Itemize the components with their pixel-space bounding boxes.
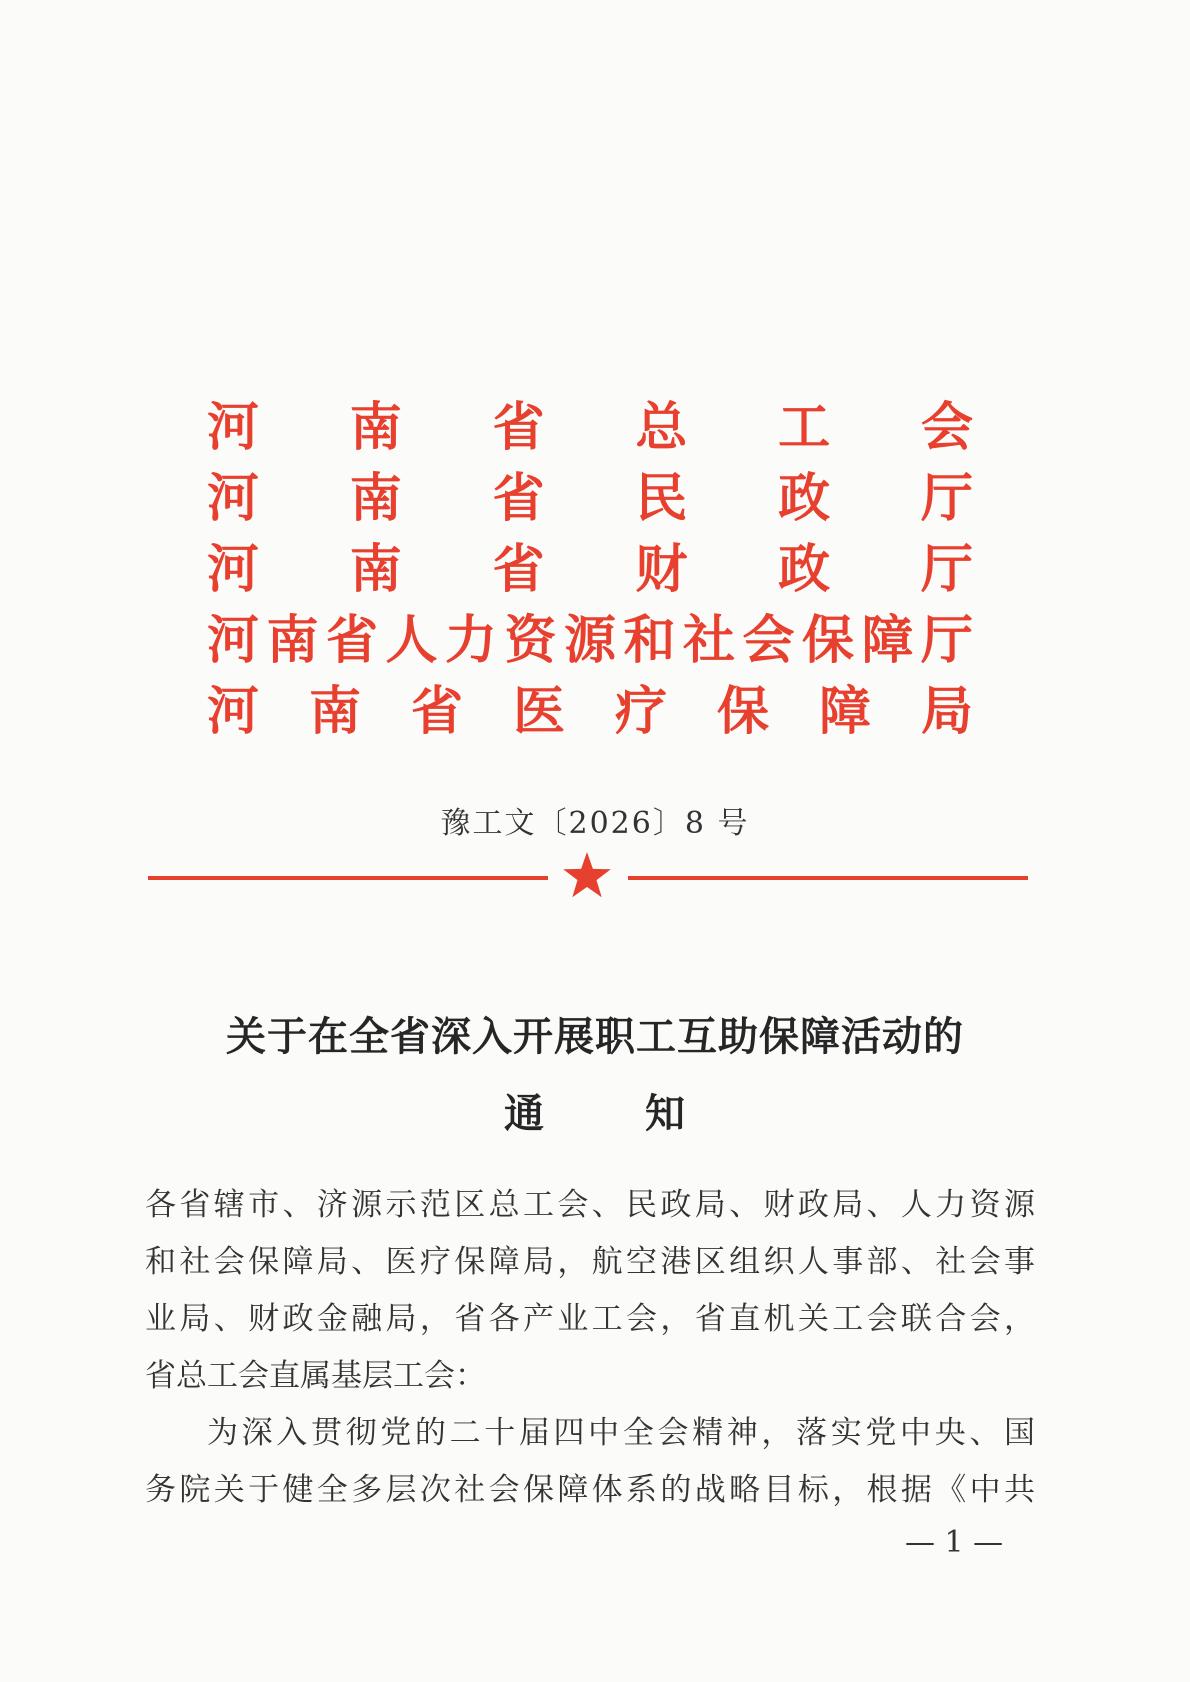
paragraph-line: 务院关于健全多层次社会保障体系的战略目标，根据《中共 [145,1472,1035,1508]
red-divider-right [628,876,1028,880]
issuer-char: 民 [635,468,688,529]
red-star-icon [562,850,612,900]
issuer-char: 资 [504,610,557,671]
issuer-char: 会 [742,610,795,671]
issuer-char: 财 [635,539,688,600]
issuer-char: 源 [563,610,616,671]
addressee-line: 业局、财政金融局，省各产业工会，省直机关工会联合会， [145,1301,1035,1337]
issuer-row [205,463,975,534]
issuer-char: 省 [325,610,378,671]
issuer-char: 保 [801,610,854,671]
issuer-char: 政 [778,539,831,600]
issuer-char: 会 [920,397,973,458]
issuer-char: 局 [920,681,973,742]
paragraph-line: 为深入贯彻党的二十届四中全会精神，落实党中央、国 [207,1415,1035,1451]
issuer-char: 南 [349,539,402,600]
page-number: — 1 — [905,1525,1004,1560]
issuer-row [205,392,975,463]
issuer-char: 河 [206,610,259,671]
issuer-char: 厅 [920,468,973,529]
issuer-char: 南 [308,681,361,742]
body-paragraph [145,1405,1035,1519]
issuer-char: 南 [349,468,402,529]
issuer-char: 和 [623,610,676,671]
issuer-char: 力 [444,610,497,671]
title-char: 知 [645,1091,686,1137]
document-title: 关于在全省深入开展职工互助保障活动的 [226,1014,964,1060]
title-char: 通 [504,1091,545,1137]
issuer-char: 障 [861,610,914,671]
issuer-char: 河 [206,681,259,742]
addressee-line: 省总工会直属基层工会： [145,1358,486,1394]
issuer-char: 南 [349,397,402,458]
issuer-char: 省 [410,681,463,742]
issuer-char: 省 [492,468,545,529]
issuer-char: 政 [778,468,831,529]
issuer-char: 河 [206,397,259,458]
issuer-char: 保 [716,681,769,742]
addressee-line: 各省辖市、济源示范区总工会、民政局、财政局、人力资源 [145,1187,1035,1223]
issuer-char: 障 [818,681,871,742]
issuer-char: 工 [778,397,831,458]
red-divider-left [148,876,548,880]
document-title-line2 [0,1082,1190,1139]
issuer-char: 省 [492,397,545,458]
addressee-block [145,1177,1035,1405]
issuer-char: 社 [682,610,735,671]
issuer-char: 河 [206,539,259,600]
issuer-char: 疗 [614,681,667,742]
issuer-char: 河 [206,468,259,529]
addressee-line: 和社会保障局、医疗保障局，航空港区组织人事部、社会事 [145,1244,1035,1280]
issuer-row [205,676,975,747]
issuer-char: 南 [266,610,319,671]
issuing-organizations [205,392,975,747]
issuer-char: 医 [512,681,565,742]
document-number: 豫工文〔2026〕8 号 [440,806,750,841]
issuer-char: 厅 [920,539,973,600]
issuer-row [205,534,975,605]
issuer-row [205,605,975,676]
issuer-char: 厅 [920,610,973,671]
issuer-char: 省 [492,539,545,600]
issuer-char: 总 [635,397,688,458]
issuer-char: 人 [385,610,438,671]
